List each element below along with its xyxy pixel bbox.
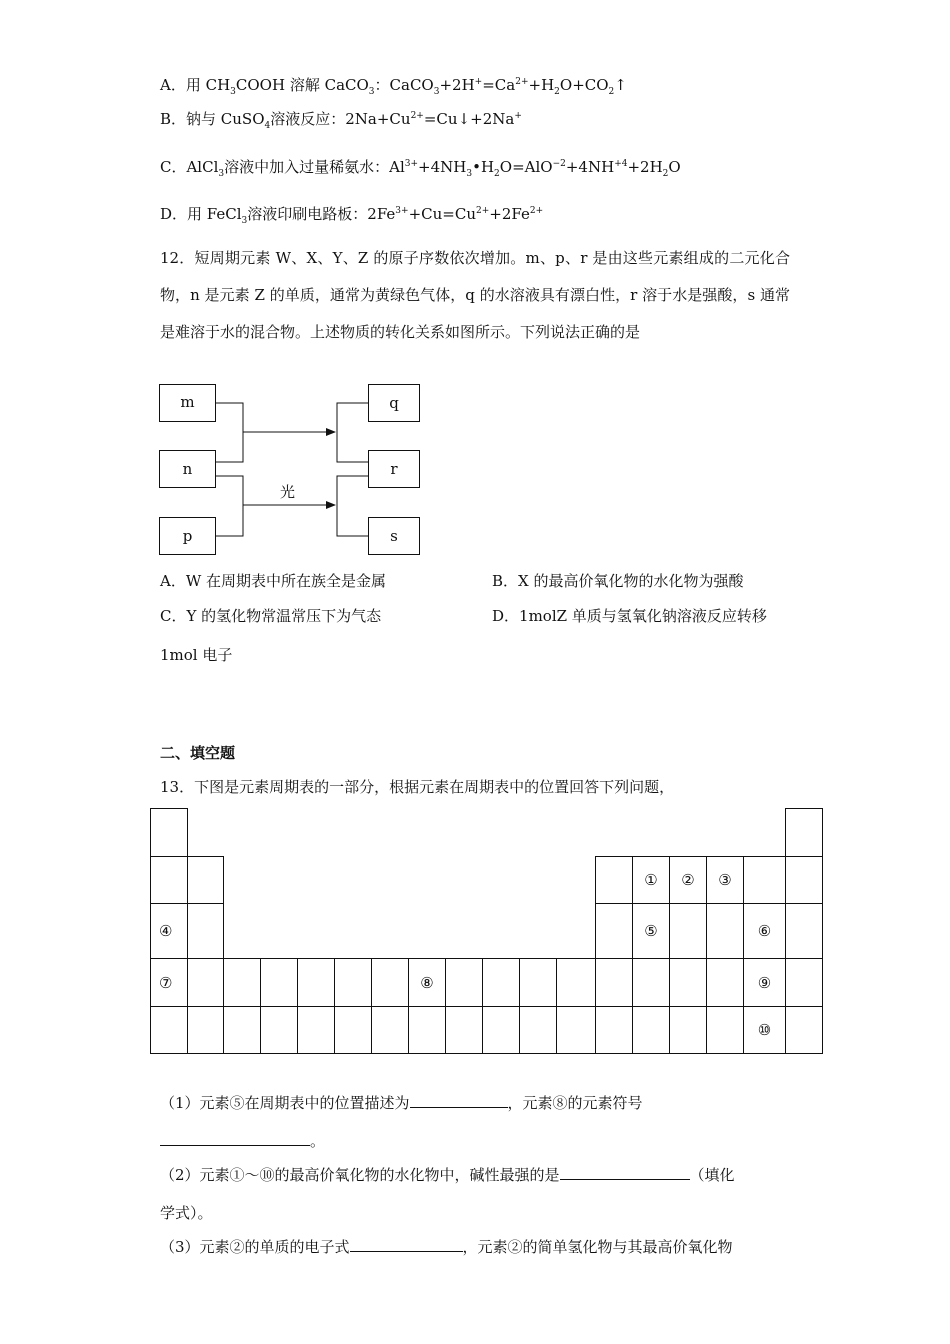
pt-cell [785,903,823,959]
pt-cell [785,808,823,857]
pt-cell-e4: ④ [150,903,188,959]
light-label: 光 [280,483,296,501]
pt-cell [150,1006,188,1054]
pt-cell [187,903,224,959]
pt-cell [482,1006,520,1054]
pt-cell-e10: ⑩ [743,1006,786,1054]
periodic-table [150,808,823,1054]
pt-cell [150,808,188,857]
q11-option-b: B．钠与 CuSO$_4$溶液反应：$2Na+Cu^{2+}=Cu↓+2Na^+$ [160,110,522,131]
answer-blank[interactable] [350,1237,463,1252]
pt-cell [445,958,483,1007]
pt-cell-e8: ⑧ [408,958,446,1007]
pt-cell [297,1006,335,1054]
box-m: m [159,384,216,422]
q13-sub1: （1）元素⑤在周期表中的位置描述为 ，元素⑧的元素符号 [160,1094,643,1112]
pt-cell [334,958,372,1007]
section-title: 二、填空题 [160,744,236,762]
pt-cell [519,1006,557,1054]
pt-cell [260,958,298,1007]
pt-cell [371,958,409,1007]
q12-option-d: D．1molZ 单质与氢氧化钠溶液反应转移 [492,607,767,625]
pt-cell-e6: ⑥ [743,903,786,959]
q11-option-d: D．用 FeCl$_3$溶液印刷电路板：$2Fe^{3+}+Cu=Cu^{2+}+2Fe^{2+}$ [160,205,544,226]
answer-blank[interactable] [160,1131,310,1146]
pt-cell [595,958,633,1007]
pt-cell-e2: ② [669,856,707,904]
q13-stem: 13．下图是元素周期表的一部分，根据元素在周期表中的位置回答下列问题， [160,778,675,796]
pt-cell [595,903,633,959]
q13-sub2: （2）元素①～⑩的最高价氧化物的水化物中，碱性最强的是 （填化 [160,1166,735,1184]
pt-cell [556,1006,596,1054]
q12-option-b: B．X 的最高价氧化物的水化物为强酸 [492,572,744,590]
q12-option-d-cont: 1mol 电子 [160,646,233,664]
pt-cell [556,958,596,1007]
pt-cell-e7: ⑦ [150,958,188,1007]
pt-cell [187,856,224,904]
pt-cell [223,958,261,1007]
answer-blank[interactable] [410,1093,508,1108]
answer-blank[interactable] [560,1165,690,1180]
pt-cell [150,856,188,904]
pt-cell [706,958,744,1007]
pt-cell [785,1006,823,1054]
pt-cell [632,1006,670,1054]
pt-cell [669,1006,707,1054]
pt-cell-e1: ① [632,856,670,904]
q12-option-c: C．Y 的氢化物常温常压下为气态 [160,607,382,625]
pt-cell [595,1006,633,1054]
q13-sub1-cont: 。 [160,1130,325,1152]
pt-cell [445,1006,483,1054]
box-r: r [368,450,420,488]
pt-cell [334,1006,372,1054]
box-s: s [368,517,420,555]
pt-cell-e9: ⑨ [743,958,786,1007]
pt-cell [482,958,520,1007]
q12-stem: 12．短周期元素 W、X、Y、Z 的原子序数依次增加。m、p、r 是由这些元素组成的二元化合物，n 是元素 Z 的单质，通常为黄绿色气体，q 的水溶液具有漂白性，r 溶于水是强酸，s 通常是难溶于水的混合物。上述物质的转化关系如图所示。下列说法正确的是 [160,249,790,341]
q12-option-a: A．W 在周期表中所在族全是金属 [160,572,387,590]
pt-cell [297,958,335,1007]
q11-option-c: C．AlCl$_3$溶液中加入过量稀氨水：$Al^{3+}+4NH_3•H_2O=AlO^{-2}+4NH^{+4}+2H_2O$ [160,158,681,179]
box-q: q [368,384,420,422]
q13-sub3: （3）元素②的单质的电子式 ，元素②的简单氢化物与其最高价氧化物 [160,1238,733,1256]
box-p: p [159,517,216,555]
q11-option-a: A．用 $CH_3COOH$ 溶解 CaCO$_3$：$CaCO_3+2H^+=Ca^{2+}+H_2O+CO_2↑$ [160,76,627,97]
pt-cell [743,856,786,904]
pt-cell [785,856,823,904]
pt-cell [669,903,707,959]
pt-cell [519,958,557,1007]
pt-cell [706,903,744,959]
pt-cell [632,958,670,1007]
pt-cell [706,1006,744,1054]
pt-cell [785,958,823,1007]
q13-sub2-cont: 学式）。 [160,1204,213,1222]
box-n: n [159,450,216,488]
pt-cell-e3: ③ [706,856,744,904]
pt-cell [371,1006,409,1054]
pt-cell [223,1006,261,1054]
pt-cell [260,1006,298,1054]
pt-cell-e5: ⑤ [632,903,670,959]
pt-cell [595,856,633,904]
pt-cell [187,958,224,1007]
pt-cell [669,958,707,1007]
pt-cell [187,1006,224,1054]
pt-cell [408,1006,446,1054]
